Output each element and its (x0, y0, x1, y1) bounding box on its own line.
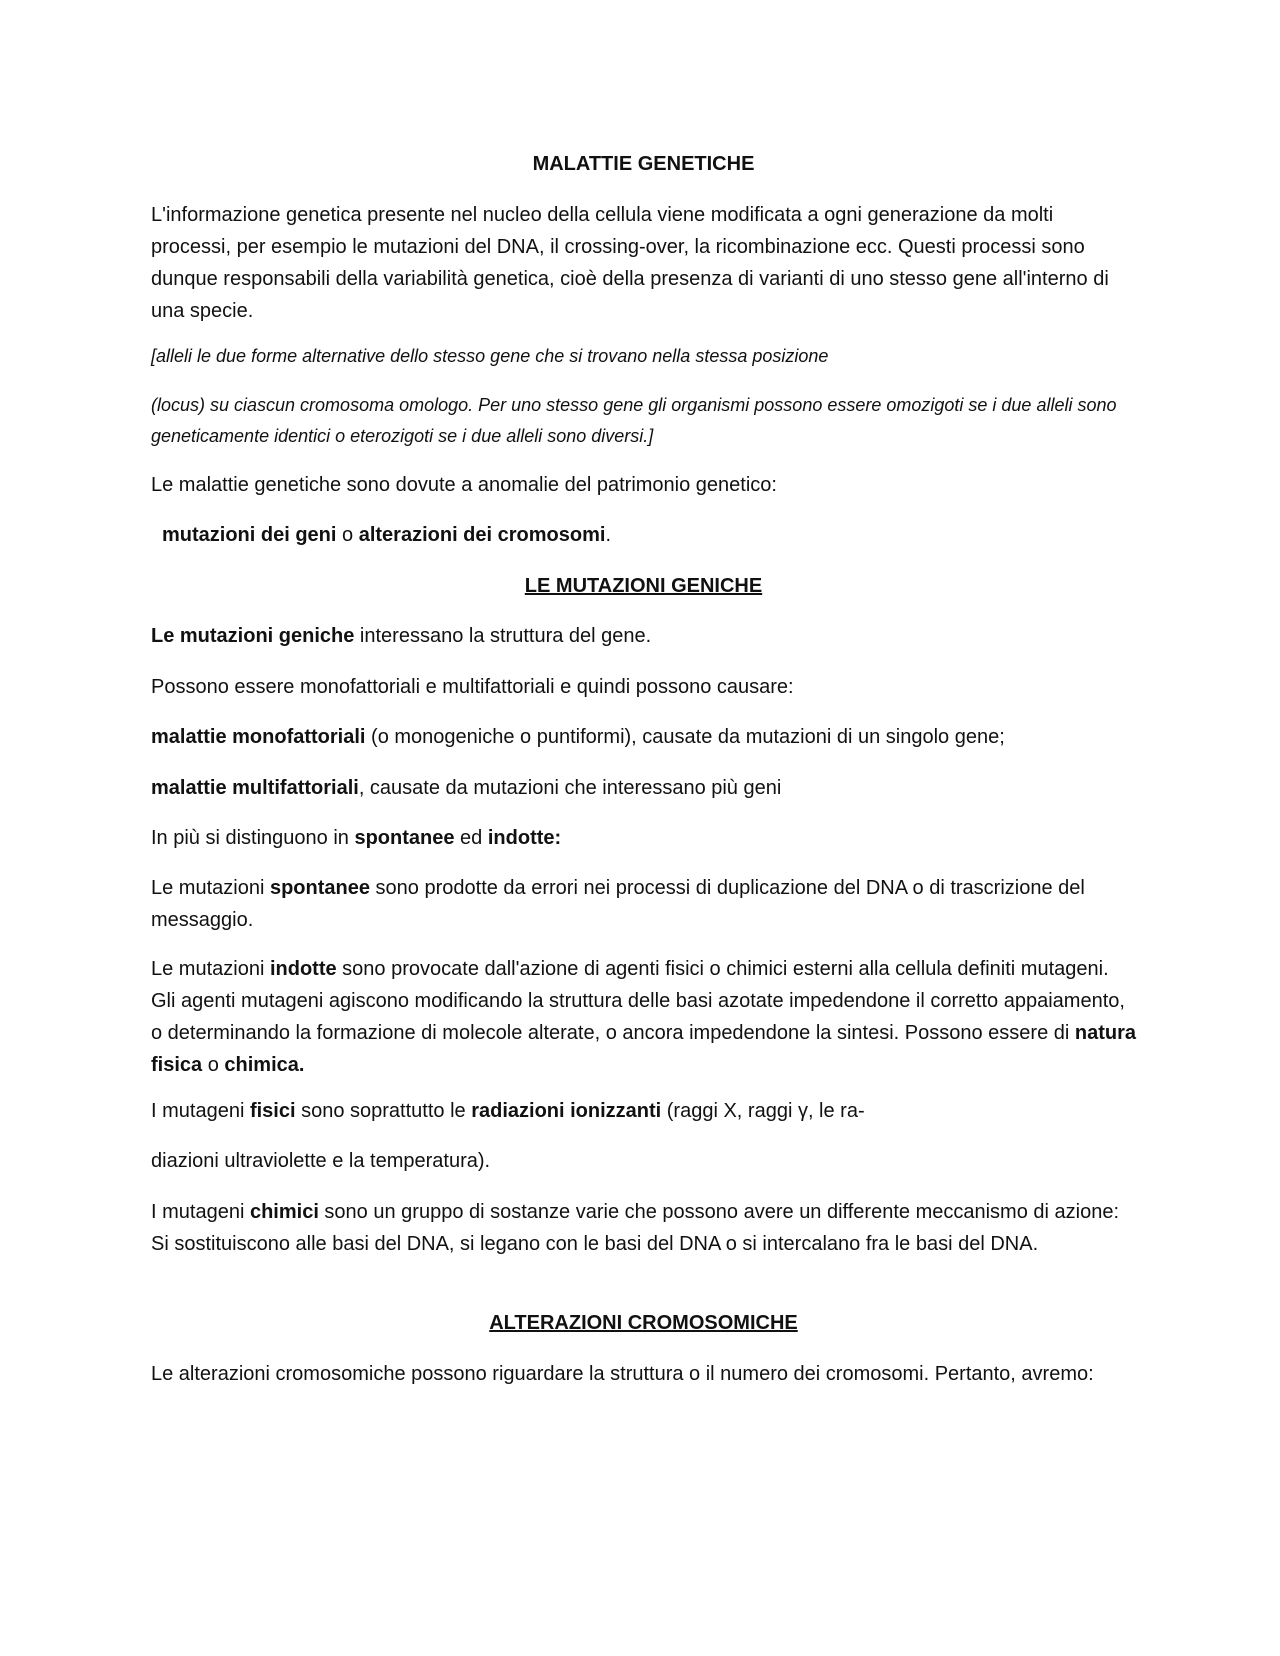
causes-intro: Le malattie genetiche sono dovute a anomalie del patrimonio genetico: (151, 474, 777, 496)
gene-mutations-types: Possono essere monofattoriali e multifattoriali e quindi possono causare: (151, 676, 794, 698)
chromosome-alterations-paragraph: Le alterazioni cromosomiche possono riguardare la struttura o il numero dei cromosomi. Pertanto, avremo: (151, 1363, 1094, 1385)
allele-note-line2: (locus) su ciascun cromosoma omologo. Per uno stesso gene gli organismi possono essere omozigoti se i due alleli sono geneticamente identici o eterozigoti se i due alleli sono diversi.] (151, 395, 1117, 446)
chemical-mutagens-paragraph: I mutageni chimici sono un gruppo di sostanze varie che possono avere un differente meccanismo di azione: Si sostituiscono alle basi del DNA, si legano con le basi del DNA o si intercalano fra le basi del DNA. (151, 1201, 1120, 1255)
causes-list: mutazioni dei geni o alterazioni dei cromosomi. (162, 524, 611, 546)
causes-chromosome-alterations: alterazioni dei cromosomi (358, 524, 606, 546)
multifactorial-paragraph: malattie multifattoriali, causate da mutazioni che interessano più geni (151, 777, 782, 799)
intro-paragraph: L'informazione genetica presente nel nucleo della cellula viene modificata a ogni generazione da molti processi, per esempio le mutazioni del DNA, il crossing-over, la ricombinazione ecc. Questi processi sono dunque responsabili della variabilità genetica, cioè della presenza di varianti di uno stesso gene all'interno di una specie. (151, 204, 1109, 322)
distinguish-paragraph: In più si distinguono in spontanee ed indotte: (151, 827, 562, 849)
spontaneous-paragraph: Le mutazioni spontanee sono prodotte da errori nei processi di duplicazione del DNA o di trascrizione del messaggio. (151, 877, 1085, 931)
section-title-chromosome-alterations: ALTERAZIONI CROMOSOMICHE (489, 1312, 798, 1334)
physical-mutagens-continued: diazioni ultraviolette e la temperatura). (151, 1150, 491, 1172)
induced-paragraph: Le mutazioni indotte sono provocate dall'azione di agenti fisici o chimici esterni alla cellula definiti mutageni. Gli agenti mutageni agiscono modificando la struttura delle basi azotate impedendone il corretto appaiamento, o determinando la formazione di molecole alterate, o ancora impedendone la sintesi. Possono essere di natura fisica o chimica. (151, 958, 1137, 1076)
allele-note-line1: [alleli le due forme alternative dello stesso gene che si trovano nella stessa posizione (151, 346, 829, 366)
section-title-gene-mutations: LE MUTAZIONI GENICHE (524, 575, 763, 597)
monofactorial-paragraph: malattie monofattoriali (o monogeniche o puntiformi), causate da mutazioni di un singolo gene; (151, 726, 1005, 748)
gene-mutations-definition: Le mutazioni geniche interessano la struttura del gene. (151, 625, 652, 647)
document-page (151, 0, 1136, 1656)
causes-gene-mutations: mutazioni dei geni (162, 524, 337, 546)
document-title: MALATTIE GENETICHE (532, 153, 755, 175)
physical-mutagens-paragraph: I mutageni fisici sono soprattutto le radiazioni ionizzanti (raggi X, raggi γ, le ra- (151, 1100, 865, 1122)
